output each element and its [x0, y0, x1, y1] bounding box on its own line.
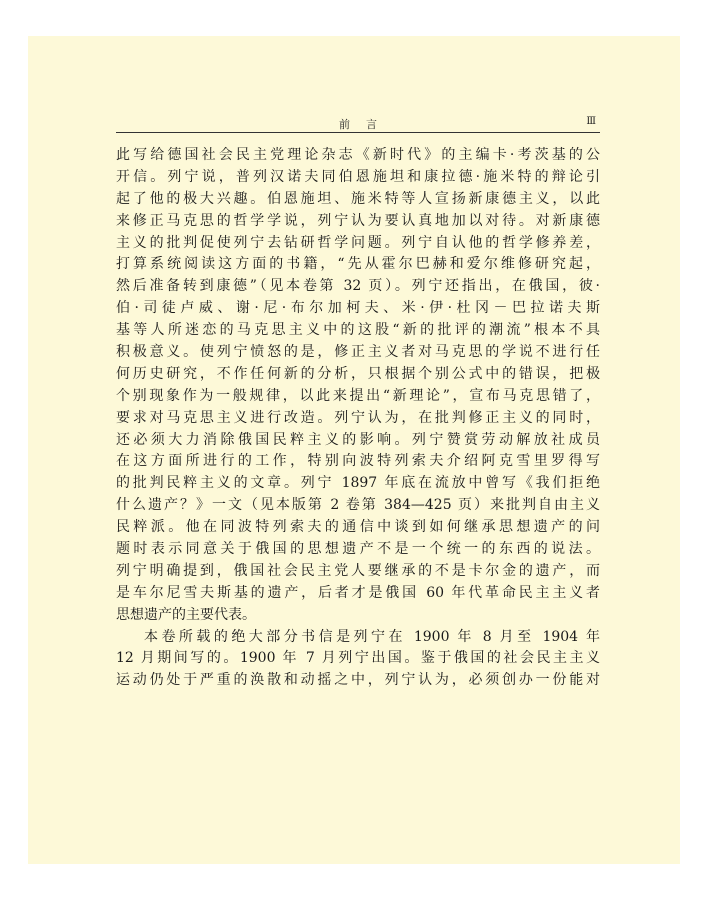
text-line: 列宁明确提到，俄国社会民主党人要继承的不是卡尔金的遗产，而 [116, 562, 600, 579]
text-line: 开信。列宁说，普列汉诺夫同伯恩施坦和康拉德·施米特的辩论引 [116, 168, 600, 185]
text-line: 然后准备转到康德”（见本卷第 32 页）。列宁还指出，在俄国，彼· [116, 278, 600, 295]
text-line: 运动仍处于严重的涣散和动摇之中，列宁认为，必须创办一份能对 [116, 672, 600, 689]
text-line: 何历史研究，不作任何新的分析，只根据个别公式中的错误，把极 [116, 365, 600, 382]
text-line: 打算系统阅读这方面的书籍，“先从霍尔巴赫和爱尔维修研究起， [116, 256, 600, 273]
text-line: 是车尔尼雪夫斯基的遗产，后者才是俄国 60 年代革命民主主义者 [116, 584, 600, 601]
text-line: 民粹派。他在同波特列索夫的通信中谈到如何继承思想遗产的问 [116, 519, 600, 536]
text-line: 12 月期间写的。1900 年 7 月列宁出国。鉴于俄国的社会民主主义 [116, 650, 600, 667]
text-line: 来修正马克思的哲学学说，列宁认为要认真地加以对待。对新康德 [116, 212, 600, 229]
text-line: 主义的批判促使列宁去钻研哲学问题。列宁自认他的哲学修养差， [116, 234, 600, 251]
text-line: 积极意义。使列宁愤怒的是，修正主义者对马克思的学说不进行任 [116, 344, 600, 361]
text-line: 的批判民粹主义的文章。列宁 1897 年底在流放中曾写《我们拒绝 [116, 475, 600, 492]
text-line: 还必须大力消除俄国民粹主义的影响。列宁赞赏劳动解放社成员 [116, 431, 600, 448]
body-text [116, 145, 600, 692]
text-line: 起了他的极大兴趣。伯恩施坦、施米特等人宣扬新康德主义，以此 [116, 190, 600, 207]
page-number: Ⅲ [586, 116, 596, 127]
text-line: 思想遗产的主要代表。 [116, 606, 256, 623]
header-title: 前言 [339, 118, 393, 131]
text-line: 在这方面所进行的工作，特别向波特列索夫介绍阿克雪里罗得写 [116, 453, 600, 470]
text-line: 伯·司徒卢威、谢·尼·布尔加柯夫、米·伊·杜冈－巴拉诺夫斯 [116, 300, 600, 317]
text-line: 要求对马克思主义进行改造。列宁认为，在批判修正主义的同时， [116, 409, 600, 426]
text-line: 基等人所迷恋的马克思主义中的这股“新的批评的潮流”根本不具 [116, 322, 600, 339]
text-line: 什么遗产？》一文（见本版第 2 卷第 384—425 页）来批判自由主义 [116, 497, 600, 514]
text-line: 此写给德国社会民主党理论杂志《新时代》的主编卡·考茨基的公 [116, 147, 600, 163]
running-header [116, 114, 600, 133]
text-line: 题时表示同意关于俄国的思想遗产不是一个统一的东西的说法。 [116, 541, 600, 558]
text-line: 个别现象作为一般规律，以此来提出“新理论”，宣布马克思错了， [116, 387, 600, 404]
paragraph-first-line: 本卷所载的绝大部分书信是列宁在 1900 年 8 月至 1904 年 [144, 628, 600, 645]
